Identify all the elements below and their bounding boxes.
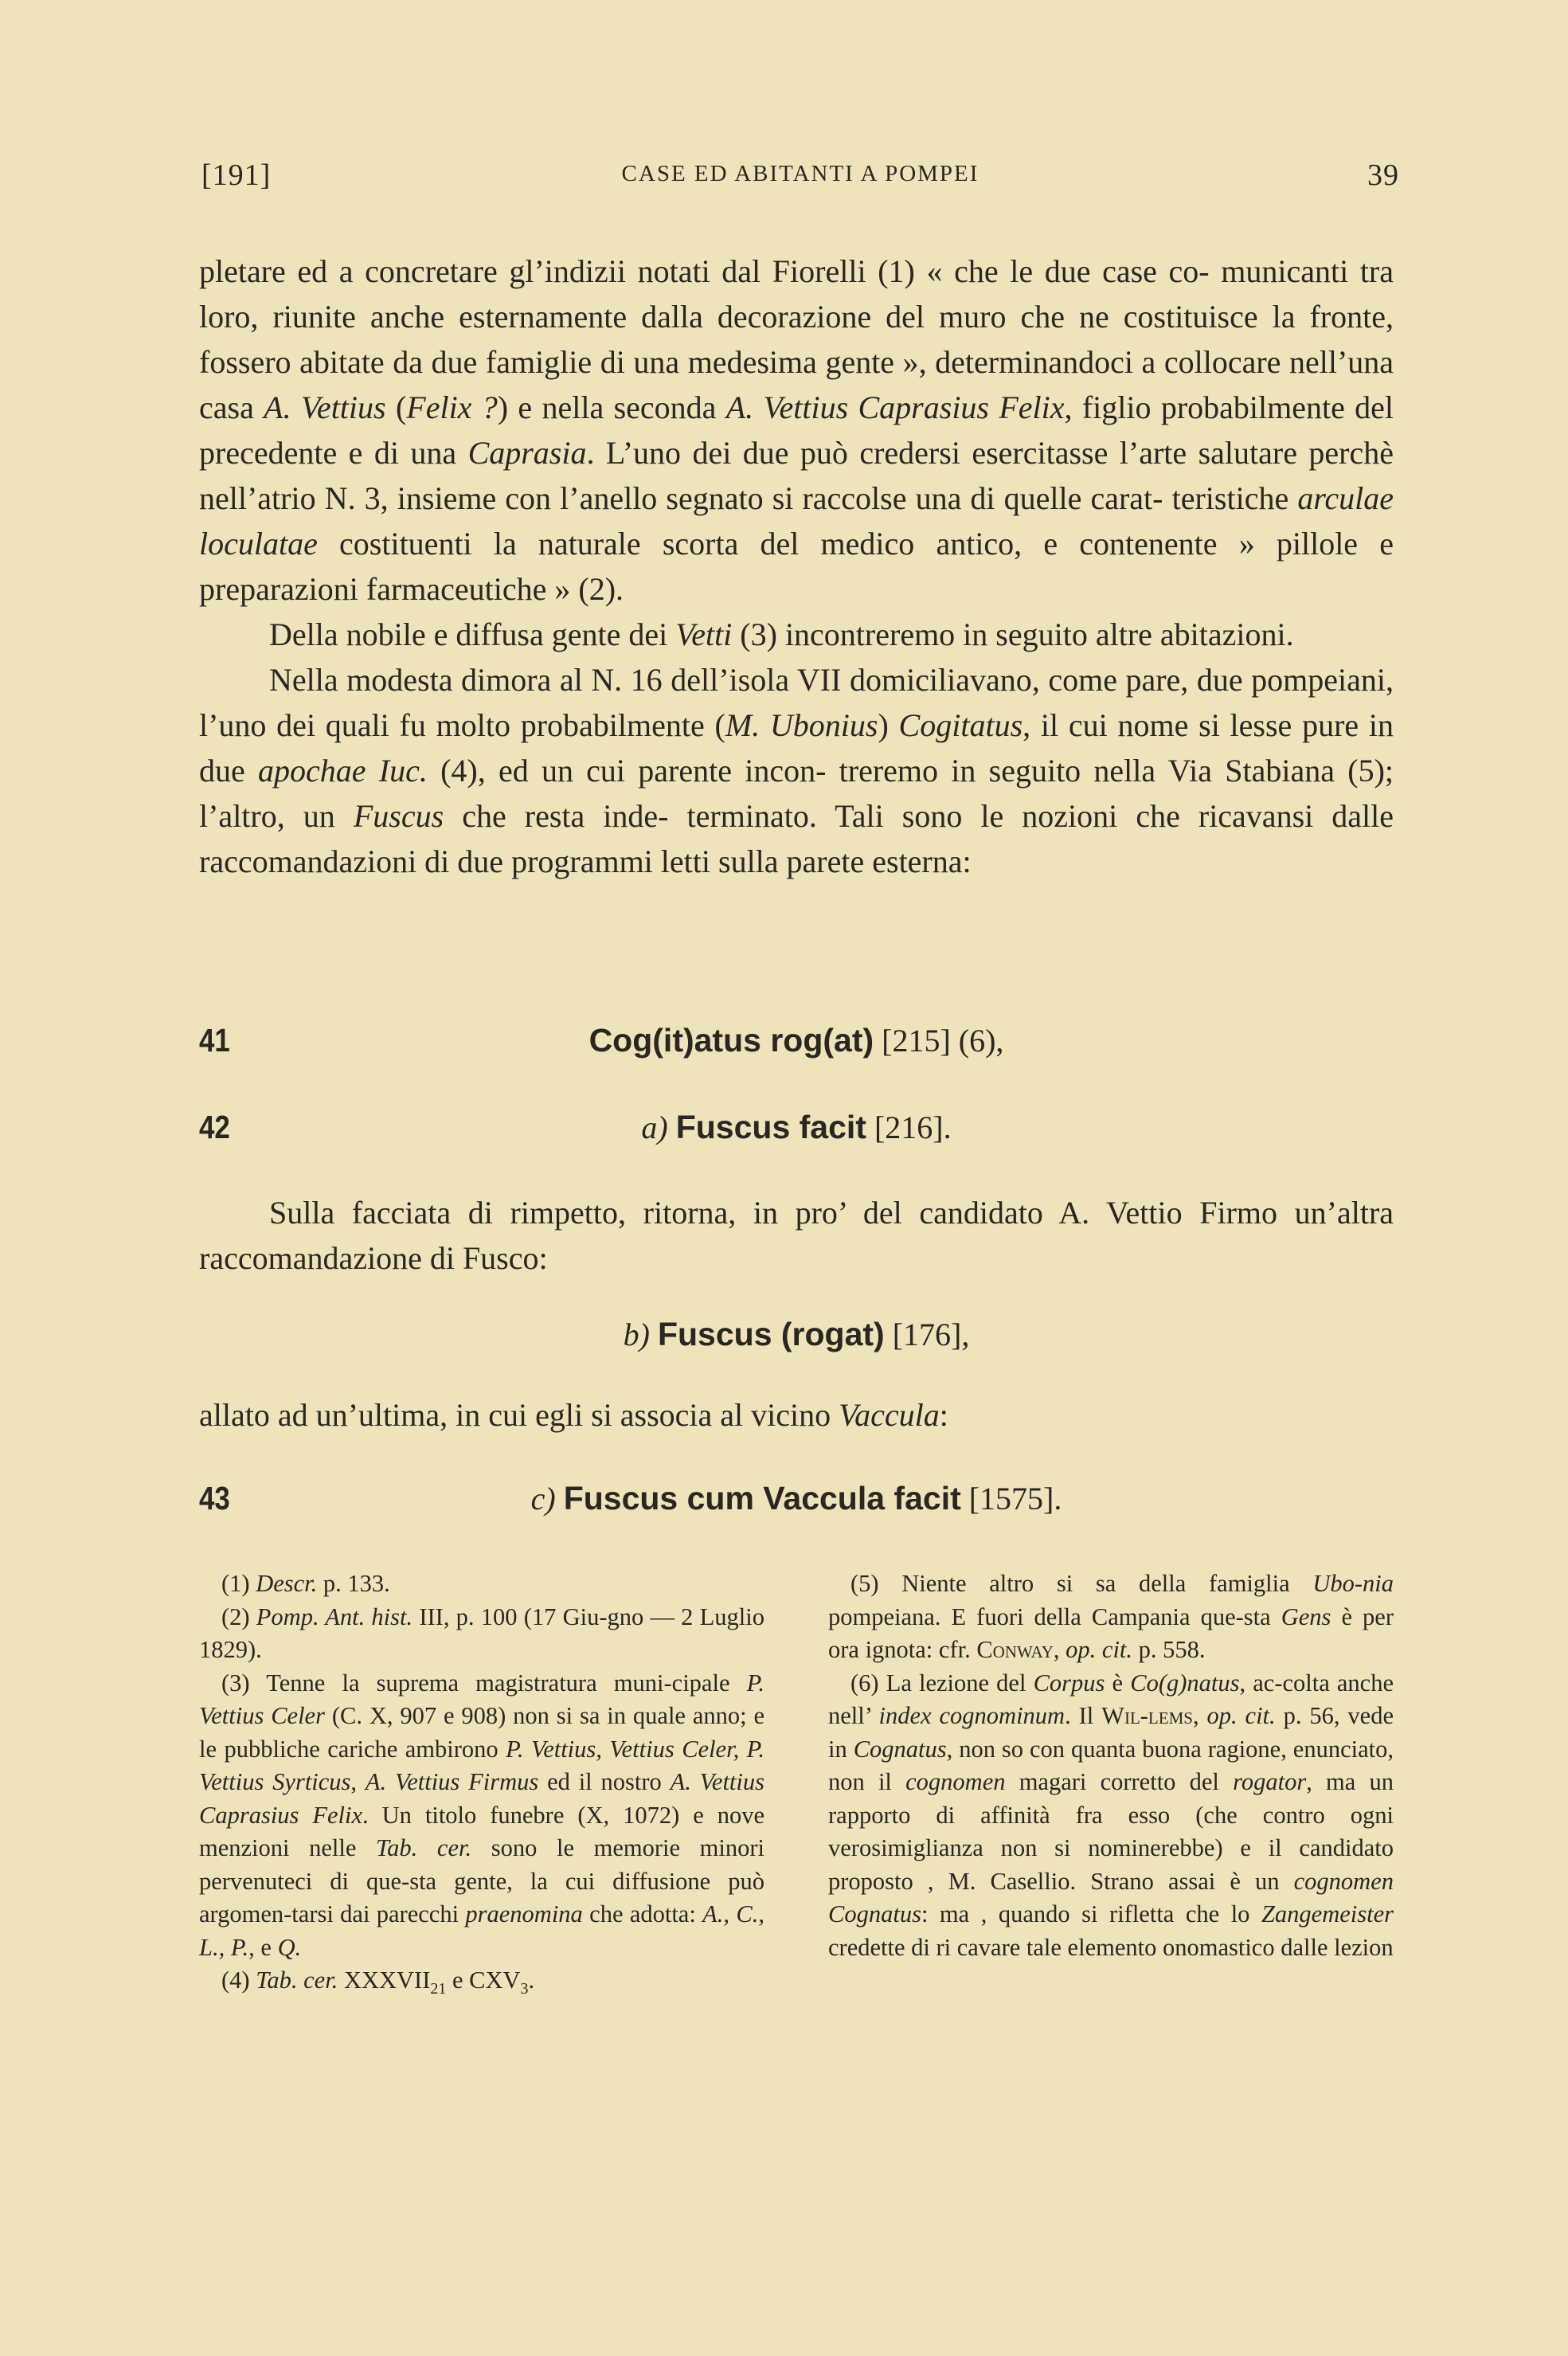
footnote-4: (4) Tab. cer. $XXXVII_{21}$ e $CXV_3$. <box>221 1967 535 1998</box>
running-title: CASE ED ABITANTI A POMPEI <box>621 161 980 186</box>
footnote-2: (2) Pomp. Ant. hist. III, p. 100 (17 Giu-gno — 2 Luglio 1829). <box>199 1603 764 1663</box>
inscription-number: 41 <box>199 1022 230 1059</box>
paragraph-5: allato ad un’ultima, in cui egli si associa al vicino Vaccula: <box>199 1397 948 1433</box>
paragraph-2: Della nobile e diffusa gente dei Vetti (3) incontreremo in seguito altre abitazioni. <box>269 616 1294 652</box>
footnote-1: (1) Descr. p. 133. <box>221 1570 390 1597</box>
inscription-number: 42 <box>199 1109 230 1145</box>
footnote-6: (6) La lezione del Corpus è Co(g)natus, ac-colta anche nell’ index cognominum. Il Wil-lems, op. cit. p. 56, vede in Cognatus, non so con quanta buona ragione, enunciato, non il cognomen magari corretto del rogator, ma un rapporto di affinità fra esso (che contro ogni verosimiglianza non si nominerebbe) e il candidato proposto , M. Casellio. Strano assai è un cognomen Cognatus: ma , quando si rifletta che lo Zangemeister credette di ri cavare tale elemento onomastico dalle lezion <box>828 1669 1394 1961</box>
footnote-5: (5) Niente altro si sa della famiglia Ubo-nia pompeiana. E fuori della Campania que-sta Gens è per ora ignota: cfr. Conway, op. cit. p. 558. <box>828 1570 1394 1663</box>
inscription-number: 43 <box>199 1480 230 1517</box>
footnotes-right-column <box>828 1567 1394 1964</box>
footnote-3: (3) Tenne la suprema magistratura muni-cipale P. Vettius Celer (C. X, 907 e 908) non si sa in quale anno; e le pubbliche cariche ambirono P. Vettius, Vettius Celer, P. Vettius Syrticus, A. Vettius Firmus ed il nostro A. Vettius Caprasius Felix. Un titolo funebre (X, 1072) e nove menzioni nelle Tab. cer. sono le memorie minori pervenuteci di que-sta gente, la cui diffusione può argomen-tarsi dai parecchi praenomina che adotta: A., C., L., P., e Q. <box>199 1669 764 1961</box>
document-page: [191] CASE ED ABITANTI A POMPEI 39 pletare ed a concretare gl’indizii notati dal Fiorelli (1) « che le due case co- municanti tra loro, riunite anche esternamente dalla decorazione del muro che ne costituisce la fronte, fossero abitate da due famiglie di una medesima gente », determinandoci a collocare nell’una casa A. Vettius (Felix ?) e nella seconda A. Vettius Caprasius Felix, figlio probabilmente del precedente e di una Caprasia. L’uno dei due può credersi esercitasse l’arte salutare perchè nell’atrio N. 3, insieme con l’anello segnato si raccolse una di quelle carat- teristiche arculae loculatae costituenti la naturale scorta del medico antico, e contenente » pillole e preparazioni farmaceutiche » (2). Della nobile e diffusa gente dei Vetti (3) incontreremo in seguito altre abitazioni. Nella modesta dimora al N. 16 dell’isola VII domiciliavano, come pare, due pompeiani, l’uno dei quali fu molto probabilmente (M. Ubonius) Cogitatus, il cui nome si lesse pure in due apochae Iuc. (4), ed un cui parente incon- treremo in seguito nella Via Stabiana (5); l’altro, un Fuscus che resta inde- terminato. Tali sono le nozioni che ricavansi dalle raccomandazioni di due programmi letti sulla parete esterna: 41 Cog(it)atus rog(at) [215] (6), 42 a) Fuscus facit [216]. Sulla facciata di rimpetto, ritorna, in pro’ del candidato A. Vettio Firmo un’altra raccomandazione di Fusco: b) Fuscus (rogat) [176], allato ad un’ultima, in cui egli si associa al vicino Vaccula: 43 c) Fuscus cum Vaccula facit [1575]. (1) Descr. p. 133. (2) Pomp. Ant. hist. III, p. 100 (17 Giu-gno — 2 Luglio 1829). (3) Tenne la suprema magistratura muni-cipale P. Vettius Celer (C. X, 907 e 908) non si sa in quale anno; e le pubbliche cariche ambirono P. Vettius, Vettius Celer, P. Vettius Syrticus, A. Vettius Firmus ed il nostro A. Vettius Caprasius Felix. Un titolo funebre (X, 1072) e nove menzioni nelle Tab. cer. sono le memorie minori pervenuteci di que-sta gente, la cui diffusione può argomen-tarsi dai parecchi praenomina che adotta: A., C., L., P., e Q. (4) Tab. cer. $XXXVII_{21}$ e $CXV_3$. (5) Niente altro si sa della famiglia Ubo-nia pompeiana. E fuori della Campania que-sta Gens è per ora ignota: cfr. Conway, op. cit. p. 558. (6) La lezione del Corpus è Co(g)natus, ac-colta anche nell’ index cognominum. Il Wil-lems, op. cit. p. 56, vede in Cognatus, non so con quanta buona ragione, enunciato, non il cognomen magari corretto del rogator, ma un rapporto di affinità fra esso (che contro ogni verosimiglianza non si nominerebbe) e il candidato proposto , M. Casellio. Strano assai è un cognomen Cognatus: ma , quando si rifletta che lo Zangemeister credette di ri cavare tale elemento onomastico dalle lezion <box>0 0 1568 2356</box>
footnotes-left-column <box>199 1567 764 2006</box>
page-number: 39 <box>1367 159 1399 192</box>
paragraph-3: Nella modesta dimora al N. 16 dell’isola VII domiciliavano, come pare, due pompeiani, l’uno dei quali fu molto probabilmente (M. Ubonius) Cogitatus, il cui nome si lesse pure in due apochae Iuc. (4), ed un cui parente incon- treremo in seguito nella Via Stabiana (5); l’altro, un Fuscus che resta inde- terminato. Tali sono le nozioni che ricavansi dalle raccomandazioni di due programmi letti sulla parete esterna: <box>199 662 1394 879</box>
paragraph-1: pletare ed a concretare gl’indizii notati dal Fiorelli (1) « che le due case co- municanti tra loro, riunite anche esternamente dalla decorazione del muro che ne costituisce la fronte, fossero abitate da due famiglie di una medesima gente », determinandoci a collocare nell’una casa A. Vettius (Felix ?) e nella seconda A. Vettius Caprasius Felix, figlio probabilmente del precedente e di una Caprasia. L’uno dei due può credersi esercitasse l’arte salutare perchè nell’atrio N. 3, insieme con l’anello segnato si raccolse una di quelle carat- teristiche arculae loculatae costituenti la naturale scorta del medico antico, e contenente » pillole e preparazioni farmaceutiche » (2). <box>199 253 1394 607</box>
page-header <box>201 158 1399 196</box>
page-tag: [191] <box>201 159 272 192</box>
paragraph-4: Sulla facciata di rimpetto, ritorna, in pro’ del candidato A. Vettio Firmo un’altra raccomandazione di Fusco: <box>199 1195 1394 1276</box>
body-text <box>199 249 1394 884</box>
